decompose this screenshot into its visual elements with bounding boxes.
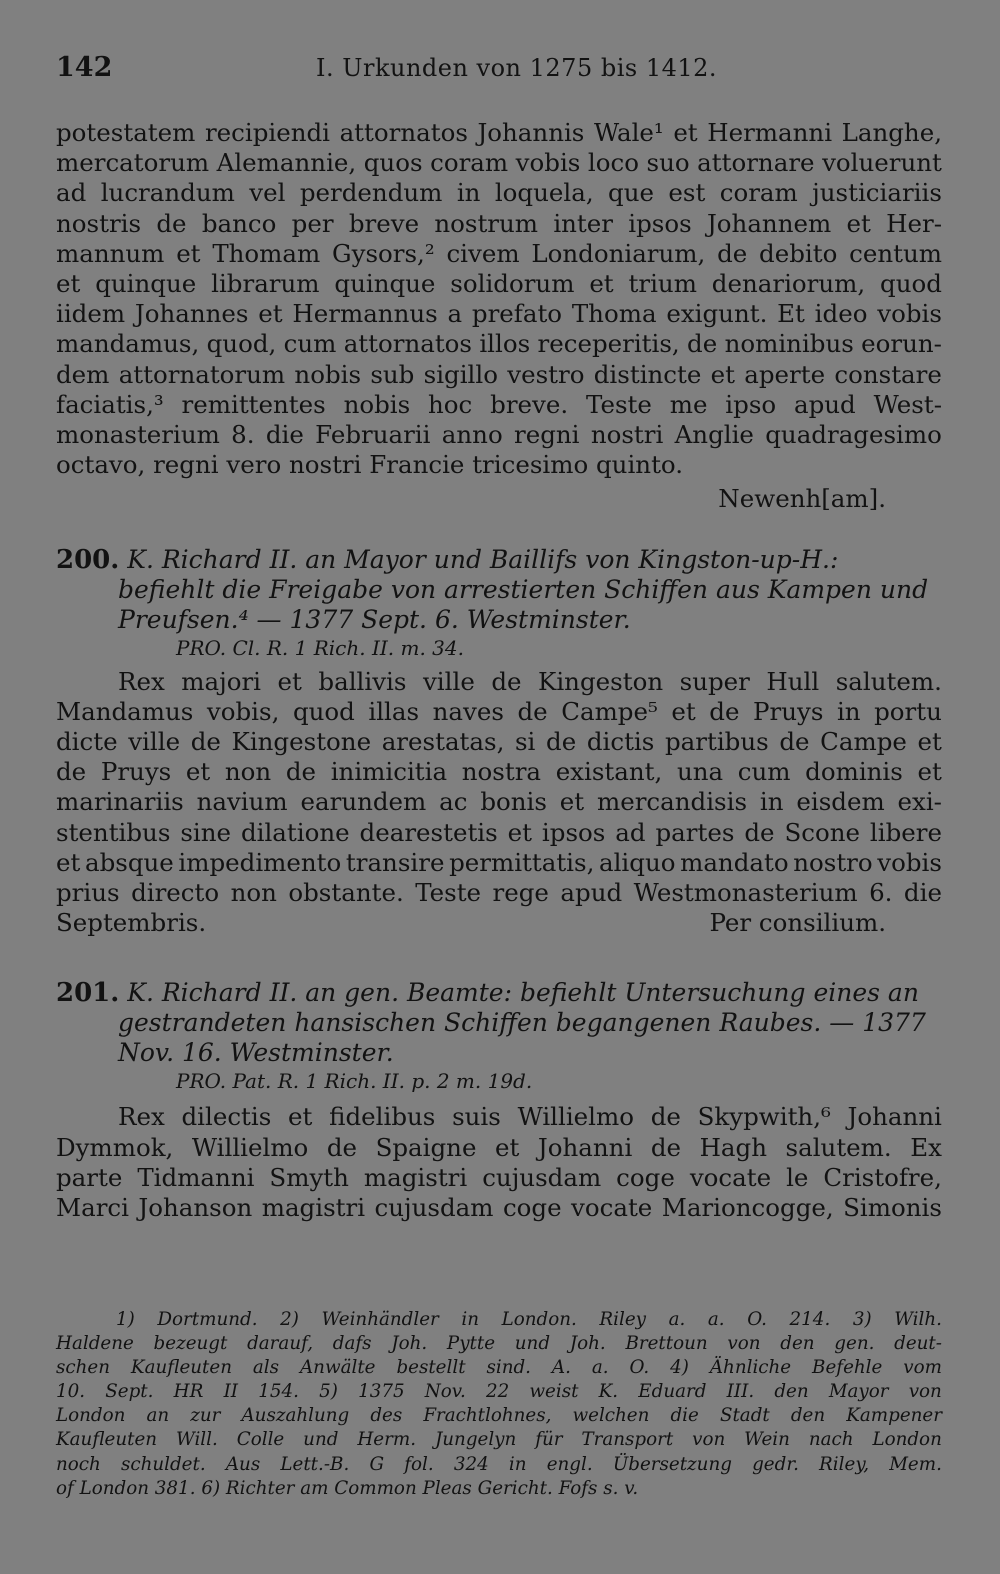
source-reference: PRO. Pat. R. 1 Rich. II. p. 2 m. 19d. — [176, 1069, 533, 1094]
text-line: mercatorum Alemannie, quos coram vobis loco suo attornare voluerunt — [56, 148, 942, 178]
footnote-line: schen Kaufleuten als Anwälte bestellt sind. A. a. O. 4) Ähnliche Befehle vom — [56, 1357, 942, 1379]
footnote-line: 10. Sept. HR II 154. 5) 1375 Nov. 22 weist K. Eduard III. den Mayor von — [56, 1381, 942, 1403]
text-line: dicte ville de Kingestone arestatas, si de dictis partibus de Campe et — [56, 727, 942, 757]
heading-line: gestrandeten hansischen Schiffen begangenen Raubes. — 1377 — [118, 1008, 926, 1038]
doc-number: 200. — [56, 544, 120, 575]
doc-201-heading — [56, 978, 942, 1068]
footnote-line: Haldene bezeugt darauf, dafs Joh. Pytte und Joh. Brettoun von den gen. deut- — [56, 1333, 942, 1355]
continuation-paragraph — [56, 118, 942, 515]
text-line: nostris de banco per breve nostrum inter ipsos Johannem et Her- — [56, 208, 942, 238]
heading-line: Preufsen.⁴ — 1377 Sept. 6. Westminster. — [118, 604, 631, 634]
doc-201-text — [56, 1102, 942, 1223]
text-line: dem attornatorum nobis sub sigillo vestro distincte et aperte constare — [56, 359, 942, 389]
running-head — [56, 52, 942, 92]
source-reference: PRO. Cl. R. 1 Rich. II. m. 34. — [176, 635, 464, 660]
heading-line: befiehlt die Freigabe von arrestierten Schiffen aus Kampen und — [118, 574, 929, 604]
running-title: I. Urkunden von 1275 bis 1412. — [316, 54, 718, 82]
document-200 — [56, 545, 942, 939]
closing-date: Septembris. — [56, 908, 207, 938]
footnote-line: 1) Dortmund. 2) Weinhändler in London. Riley a. a. O. 214. 3) Wilh. — [116, 1309, 942, 1330]
doc-200-heading — [56, 545, 942, 635]
footnotes — [56, 1308, 942, 1501]
doc-200-text — [56, 667, 942, 939]
text-line: potestatem recipiendi attornatos Johannis Wale¹ et Hermanni Langhe, — [56, 118, 942, 147]
text-line — [56, 908, 942, 938]
text-line: mannum et Thomam Gysors,² civem Londoniarum, de debito centum — [56, 238, 942, 268]
text-line: Dymmok, Willielmo de Spaigne et Johanni de Hagh salutem. Ex — [56, 1132, 942, 1162]
footnote-line: London an zur Auszahlung des Frachtlohnes, welchen die Stadt den Kampener — [56, 1405, 942, 1427]
text-line: Mandamus vobis, quod illas naves de Campe⁵ et de Pruys in portu — [56, 696, 942, 726]
text-line: stentibus sine dilatione dearestetis et ipsos ad partes de Scone libere — [56, 817, 942, 847]
heading-line: Nov. 16. Westminster. — [118, 1038, 394, 1068]
document-201 — [56, 978, 942, 1223]
text-line: prius directo non obstante. Teste rege apud Westmonasterium 6. die — [56, 878, 942, 908]
text-line: Rex majori et ballivis ville de Kingeston super Hull salutem. — [118, 666, 942, 696]
text-line: octavo, regni vero nostri Francie tricesimo quinto. — [56, 450, 684, 480]
signature: Per consilium. — [709, 908, 886, 938]
heading-line: K. Richard II. an gen. Beamte: befiehlt Untersuchung eines an — [127, 978, 919, 1008]
text-line: Marci Johanson magistri cujusdam coge vocate Marioncogge, Simonis — [56, 1193, 942, 1223]
heading-line: K. Richard II. an Mayor und Baillifs von Kingston-up-H.: — [127, 544, 839, 574]
text-line: monasterium 8. die Februarii anno regni nostri Anglie quadragesimo — [56, 420, 942, 450]
text-line: parte Tidmanni Smyth magistri cujusdam coge vocate le Cristofre, — [56, 1162, 942, 1192]
doc-number: 201. — [56, 978, 120, 1009]
footnote-line: noch schuldet. Aus Lett.-B. G fol. 324 in engl. Übersetzung gedr. Riley, Mem. — [56, 1453, 942, 1475]
text-line: et absque impedimento transire permittatis, aliquo mandato nostro vobis — [56, 847, 942, 877]
text-line: de Pruys et non de inimicitia nostra existant, una cum dominis et — [56, 757, 942, 787]
text-line: ad lucrandum vel perdendum in loquela, que est coram justiciariis — [56, 178, 942, 208]
text-line: iidem Johannes et Hermannus a prefato Thoma exigunt. Et ideo vobis — [56, 299, 942, 329]
signature: Newenh[am]. — [718, 484, 886, 514]
footnote-line: of London 381. 6) Richter am Common Pleas Gericht. Fofs s. v. — [56, 1477, 639, 1499]
text-line: marinariis navium earundem ac bonis et mercandisis in eisdem exi- — [56, 787, 942, 817]
text-line: et quinque librarum quinque solidorum et trium denariorum, quod — [56, 269, 942, 299]
document-page — [56, 52, 942, 1223]
text-line: mandamus, quod, cum attornatos illos receperitis, de nominibus eorun- — [56, 329, 942, 359]
text-line: faciatis,³ remittentes nobis hoc breve. Teste me ipso apud West- — [56, 389, 942, 419]
footnote-line: Kaufleuten Will. Colle und Herm. Jungelyn für Transport von Wein nach London — [56, 1429, 942, 1451]
page-number: 142 — [56, 52, 113, 83]
text-line: Rex dilectis et fidelibus suis Willielmo de Skypwith,⁶ Johanni — [118, 1102, 942, 1132]
